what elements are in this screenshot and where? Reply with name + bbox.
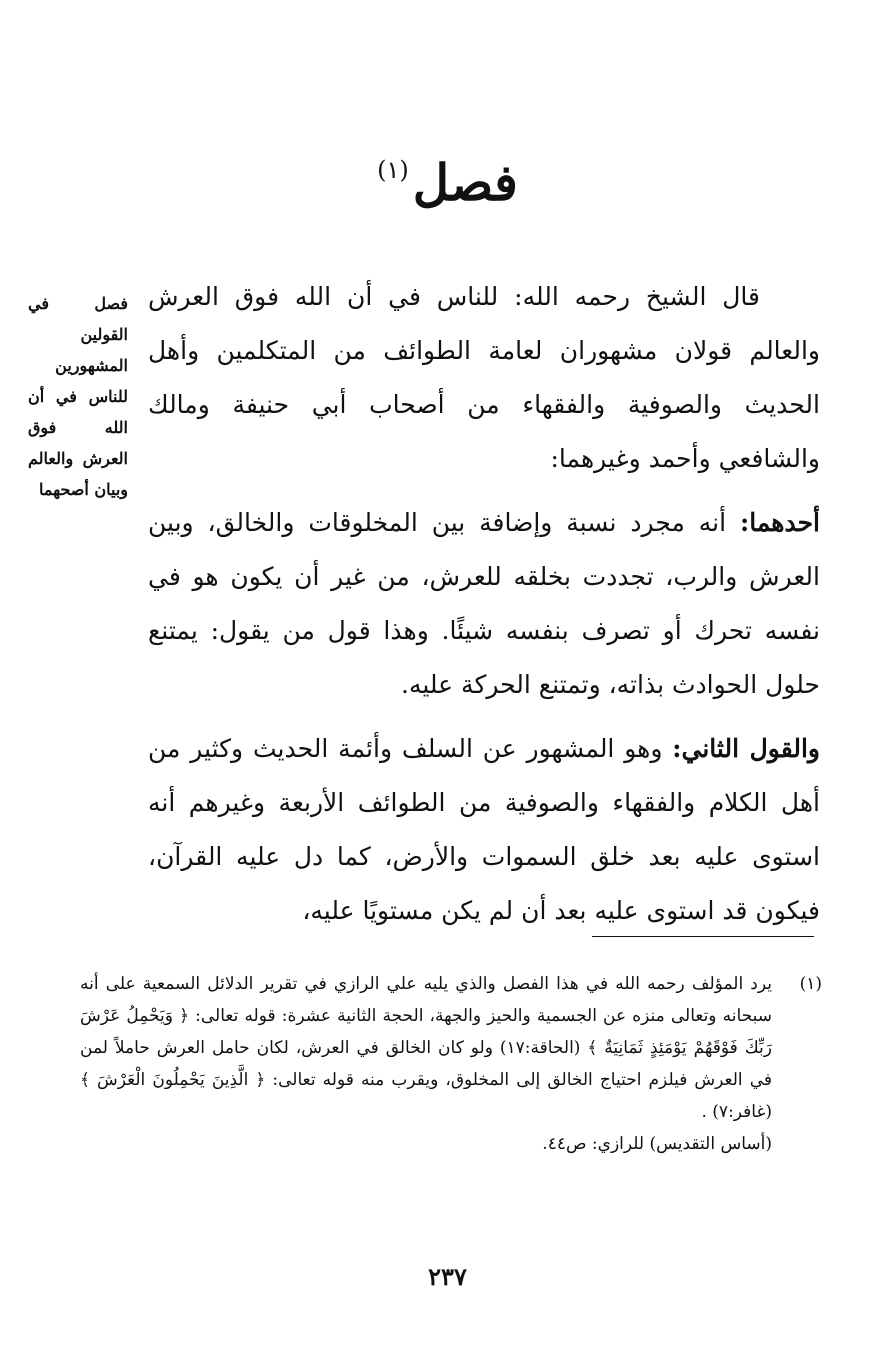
paragraph-lead: أحدهما:	[739, 508, 820, 537]
paragraph-lead: والقول الثاني:	[672, 734, 820, 763]
footnote-body	[80, 968, 772, 1160]
footnote-source: (أساس التقديس) للرازي: ص٤٤.	[542, 1134, 772, 1154]
paragraph-body: وهو المشهور عن السلف وأئمة الحديث وكثير من أهل الكلام والفقهاء والصوفية من الطوائف الأربعة وغيرهم أنه استوى عليه بعد خلق السموات والأرض، كما دل عليه القرآن، فيكون قد استوى عليه بعد أن لم يكن مستويًا عليه،	[148, 734, 820, 925]
paragraph-second-view	[148, 722, 820, 938]
paragraph-intro: قال الشيخ رحمه الله: للناس في أن الله فوق العرش والعالم قولان مشهوران لعامة الطوائف من المتكلمين وأهل الحديث والصوفية والفقهاء من أصحاب أبي حنيفة ومالك والشافعي وأحمد وغيرهما:	[148, 282, 820, 473]
paragraph-first-view	[148, 496, 820, 712]
footnote-separator	[592, 936, 814, 937]
footnote-text: يرد المؤلف رحمه الله في هذا الفصل والذي يليه علي الرازي في تقرير الدلائل السمعية على أنه سبحانه وتعالى منزه عن الجسمية والحيز والجهة، الحجة الثانية عشرة: قوله تعالى: ﴿ وَيَحْمِلُ عَرْشَ رَبِّكَ فَوْقَهُمْ يَوْمَئِذٍ ثَمَانِيَةٌ ﴾ (الحاقة:١٧) ولو كان الخالق في العرش، لكان حامل العرش حاملاً لمن في العرش فيلزم احتياج الخالق إلى المخلوق، ويقرب منه قوله تعالى: ﴿ الَّذِينَ يَحْمِلُونَ الْعَرْشَ ﴾ (غافر:٧) .	[80, 974, 772, 1122]
footnote	[80, 968, 822, 1160]
footnote-reference: (١)	[377, 156, 409, 184]
footnote-number: (١)	[799, 974, 822, 994]
page-number: ٢٣٧	[428, 1262, 467, 1291]
main-text	[148, 270, 820, 948]
chapter-title: فصل	[412, 153, 518, 212]
margin-note: فصل في القولين المشهورين للناس في أن الله فوق العرش والعالم وبيان أصحهما	[28, 294, 128, 499]
paragraph-body: أنه مجرد نسبة وإضافة بين المخلوقات والخالق، وبين العرش والرب، تجددت بخلقه للعرش، من غير أن يكون هو في نفسه تحرك أو تصرف بنفسه شيئًا. وهذا قول من يقول: يمتنع حلول الحوادث بذاته، وتمتنع الحركة عليه.	[148, 508, 820, 699]
chapter-heading	[0, 135, 895, 218]
